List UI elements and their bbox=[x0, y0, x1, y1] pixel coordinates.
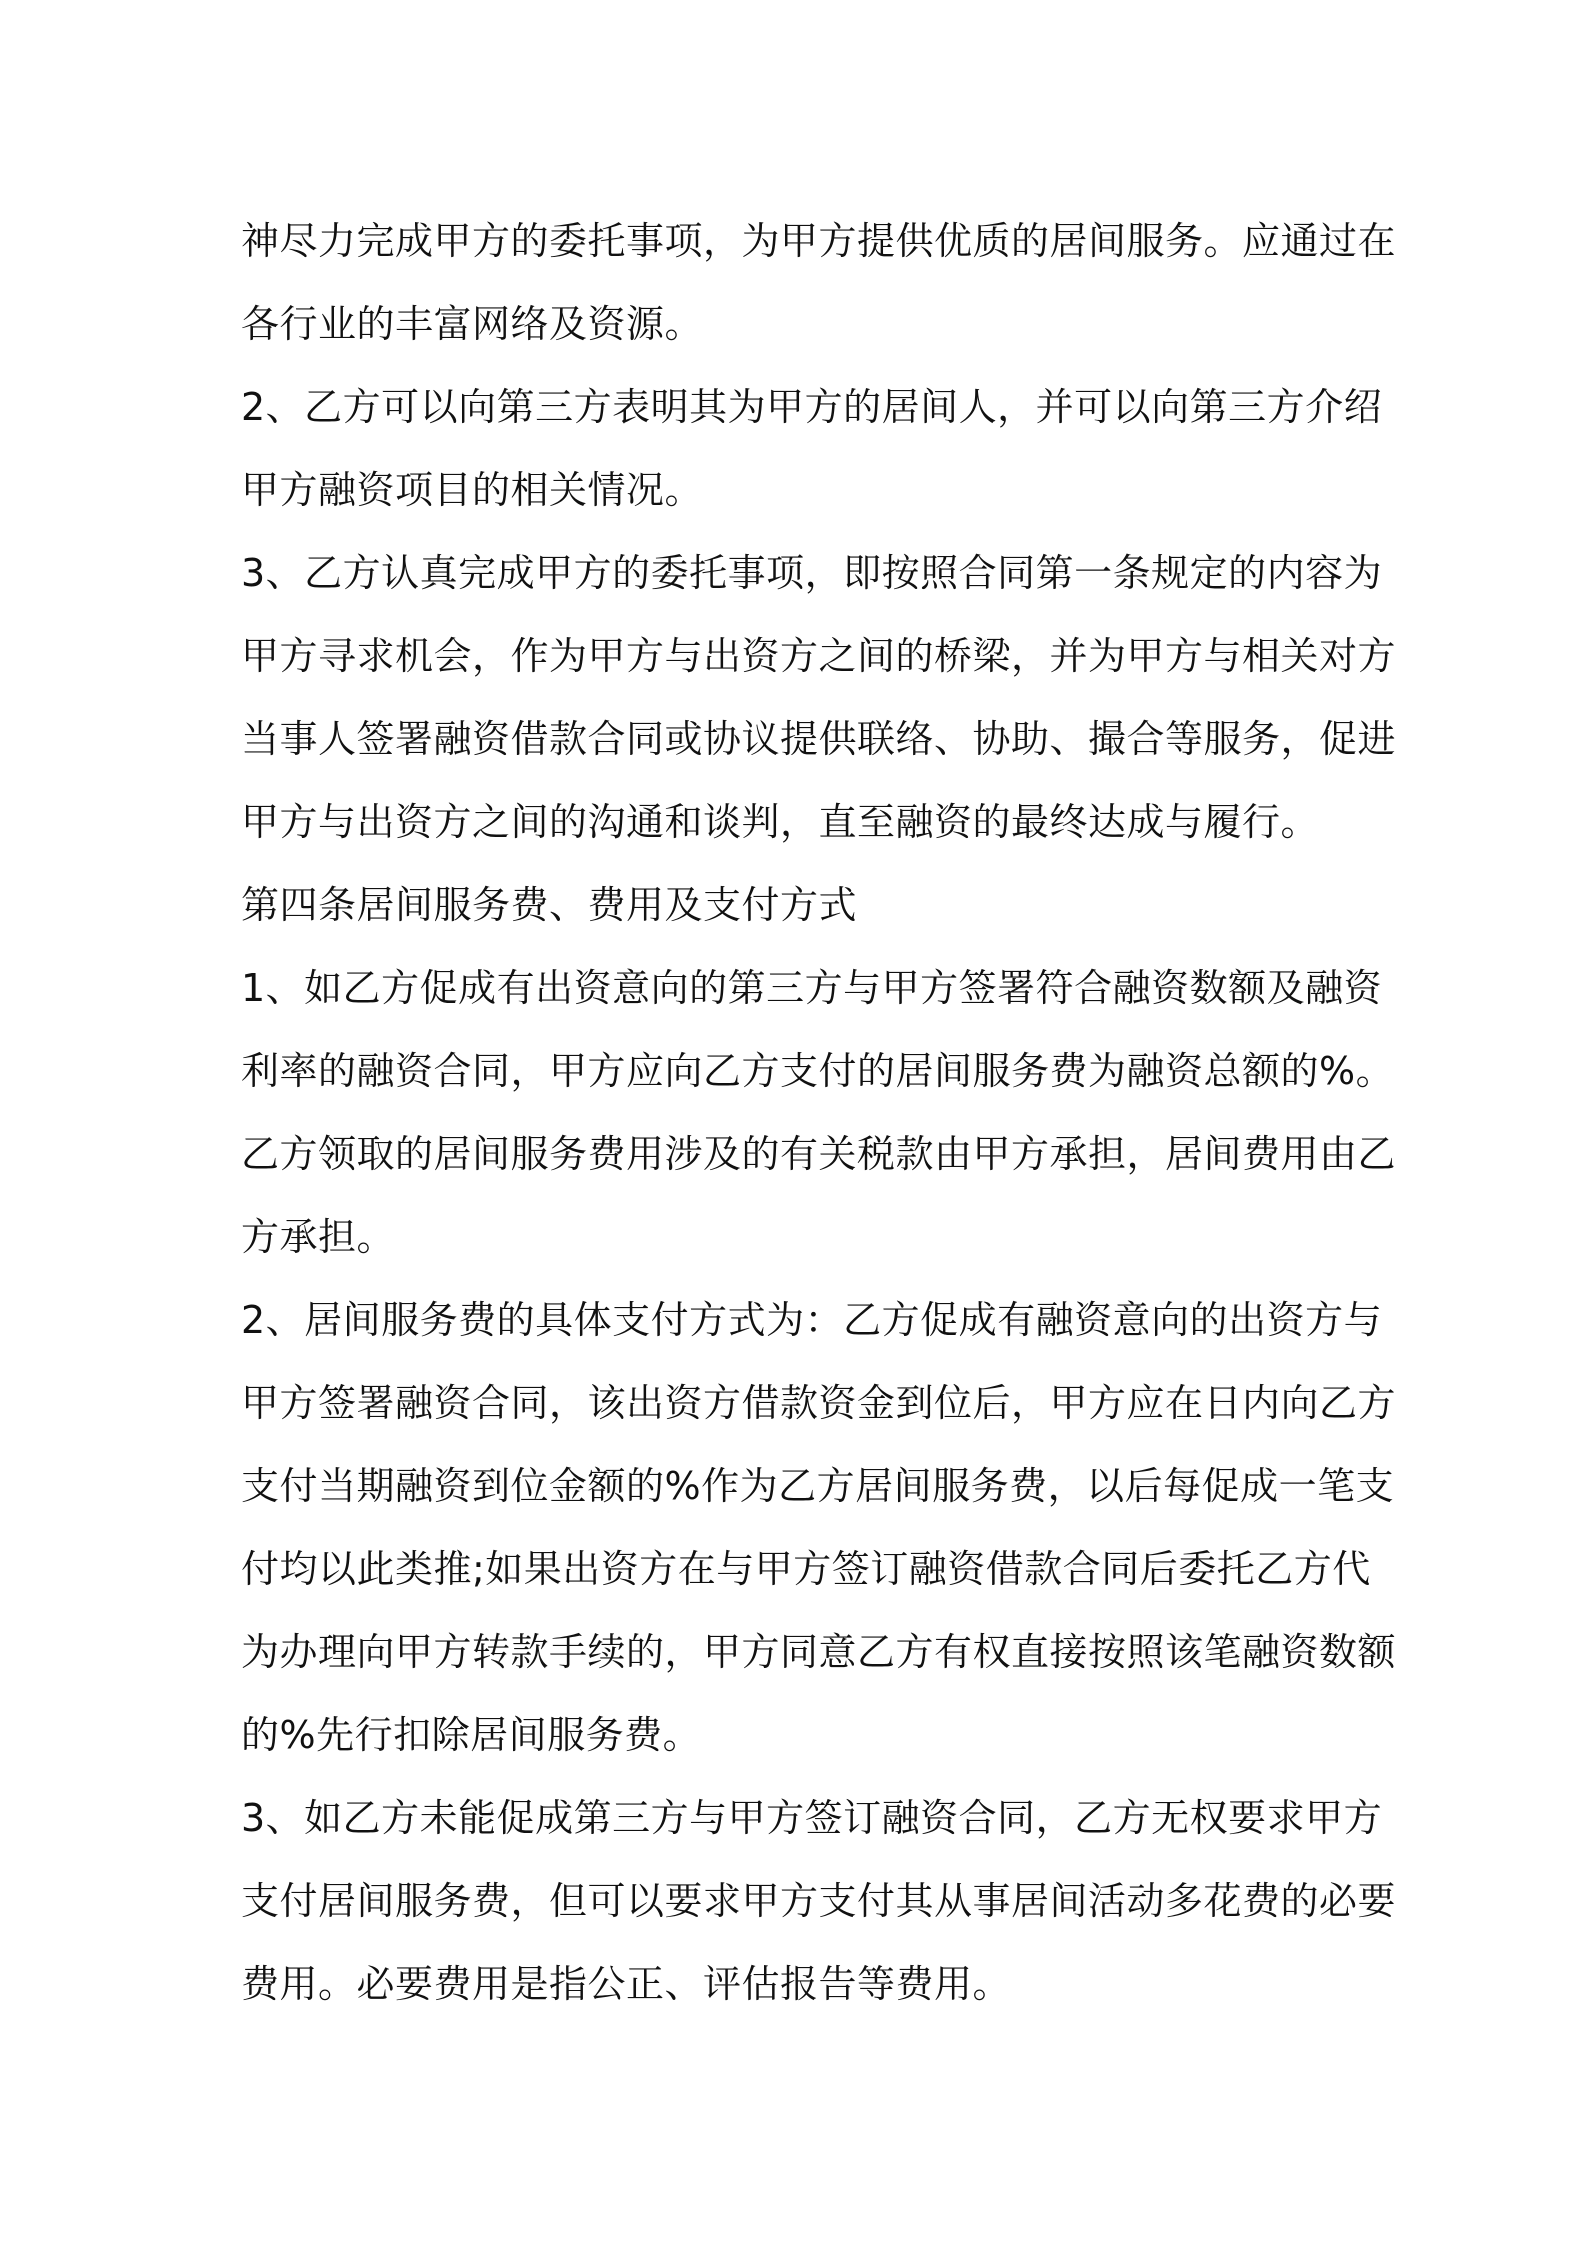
text-line: 当事人签署融资借款合同或协议提供联络、协助、撮合等服务，促进 bbox=[241, 717, 1397, 761]
text-line: 各行业的丰富网络及资源。 bbox=[241, 302, 704, 346]
text-line: 2、居间服务费的具体支付方式为：乙方促成有融资意向的出资方与 bbox=[241, 1298, 1383, 1342]
document-body bbox=[241, 200, 1397, 2026]
text-line: 3、乙方认真完成甲方的委托事项，即按照合同第一条规定的内容为 bbox=[241, 551, 1383, 595]
text-line: 1、如乙方促成有出资意向的第三方与甲方签署符合融资数额及融资 bbox=[241, 966, 1383, 1010]
text-line: 神尽力完成甲方的委托事项，为甲方提供优质的居间服务。应通过在 bbox=[241, 219, 1397, 263]
text-line: 甲方融资项目的相关情况。 bbox=[241, 468, 704, 512]
text-line: 为办理向甲方转款手续的，甲方同意乙方有权直接按照该笔融资数额 bbox=[241, 1630, 1397, 1674]
text-line: 支付居间服务费，但可以要求甲方支付其从事居间活动多花费的必要 bbox=[241, 1879, 1397, 1923]
text-line: 方承担。 bbox=[241, 1215, 396, 1259]
text-line: 利率的融资合同，甲方应向乙方支付的居间服务费为融资总额的%。 bbox=[241, 1049, 1395, 1093]
text-line: 费用。必要费用是指公正、评估报告等费用。 bbox=[241, 1962, 1012, 2006]
text-line: 付均以此类推;如果出资方在与甲方签订融资借款合同后委托乙方代 bbox=[241, 1547, 1371, 1591]
text-line: 甲方与出资方之间的沟通和谈判，直至融资的最终达成与履行。 bbox=[241, 800, 1320, 844]
text-line: 甲方寻求机会，作为甲方与出资方之间的桥梁，并为甲方与相关对方 bbox=[241, 634, 1397, 678]
text-line: 2、乙方可以向第三方表明其为甲方的居间人，并可以向第三方介绍 bbox=[241, 385, 1383, 429]
text-line: 乙方领取的居间服务费用涉及的有关税款由甲方承担，居间费用由乙 bbox=[241, 1132, 1397, 1176]
section-heading: 第四条居间服务费、费用及支付方式 bbox=[241, 883, 858, 927]
text-line: 支付当期融资到位金额的%作为乙方居间服务费，以后每促成一笔支 bbox=[241, 1464, 1395, 1508]
text-line: 3、如乙方未能促成第三方与甲方签订融资合同，乙方无权要求甲方 bbox=[241, 1796, 1383, 1840]
text-line: 甲方签署融资合同，该出资方借款资金到位后，甲方应在日内向乙方 bbox=[241, 1381, 1397, 1425]
text-line: 的%先行扣除居间服务费。 bbox=[241, 1713, 702, 1757]
